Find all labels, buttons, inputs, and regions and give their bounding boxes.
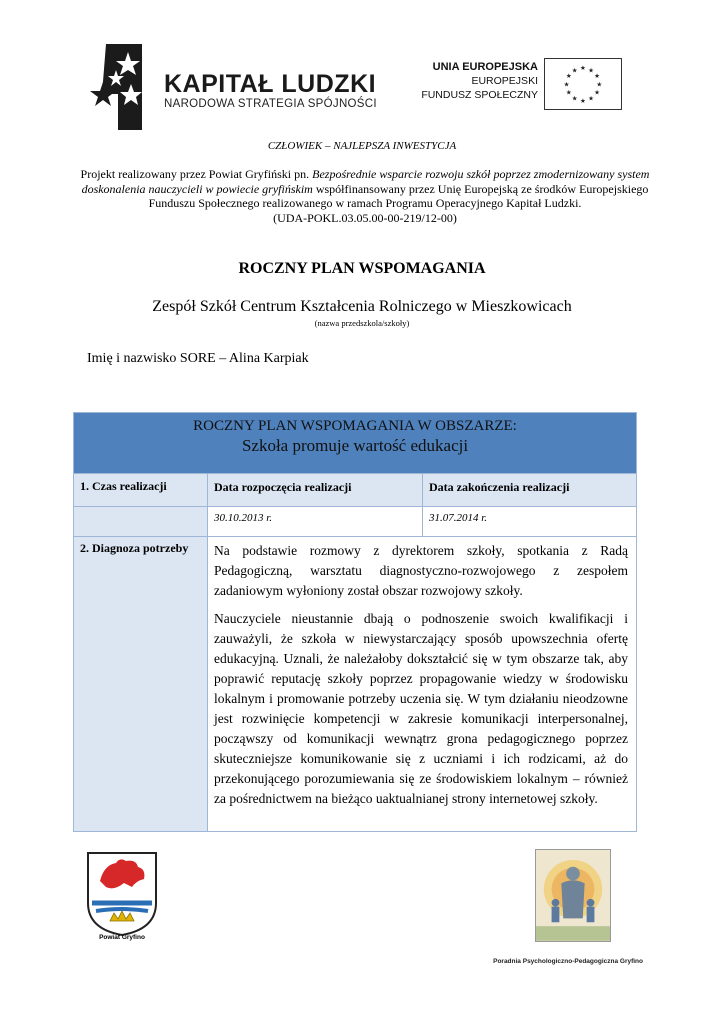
eu-flag-icon — [544, 58, 622, 110]
kapital-ludzki-subtitle: NARODOWA STRATEGIA SPÓJNOŚCI — [164, 98, 377, 110]
eu-star-icon: ★ — [579, 97, 587, 105]
eu-star-icon: ★ — [571, 67, 578, 75]
plan-header-line-2: Szkoła promuje wartość edukacji — [241, 436, 469, 455]
eu-star-icon: ★ — [594, 73, 601, 81]
diagnosis-paragraph-1: Na podstawie rozmowy z dyrektorem szkoły, spotkania z Radą Pedagogiczną, warsztatu diagnostyczno-rozwojowego z zespołem zadaniowym wyłoniony został obszar rozwojowy szkoły. — [214, 543, 628, 598]
powiat-gryfino-label: Powiat Gryfino — [99, 934, 145, 941]
project-description — [80, 167, 650, 225]
eu-star-icon: ★ — [565, 89, 572, 97]
eu-star-icon: ★ — [596, 81, 603, 89]
project-text-3: współfinansowany przez Unię Europejską ze środków Europejskiego Funduszu Społecznego realizowanego w ramach Programu Operacyjnego Kapitał Ludzki. — [148, 181, 649, 210]
eu-star-icon: ★ — [563, 81, 570, 89]
project-text-1: Projekt realizowany przez Powiat Gryfiński pn. — [80, 167, 313, 181]
project-code: (UDA-POKL.03.05.00-00-219/12-00) — [273, 210, 457, 225]
table-row — [74, 507, 636, 537]
start-date-header: Data rozpoczęcia realizacji — [208, 474, 423, 506]
plan-header-line-1: ROCZNY PLAN WSPOMAGANIA W OBSZARZE: — [193, 418, 517, 434]
page-title: ROCZNY PLAN WSPOMAGANIA — [238, 260, 486, 277]
eu-star-icon: ★ — [588, 95, 595, 103]
sore-name: Imię i nazwisko SORE – Alina Karpiak — [87, 351, 309, 366]
poradnia-label: Poradnia Psychologiczno-Pedagogiczna Gryfino — [493, 958, 643, 965]
eu-star-icon: ★ — [565, 73, 572, 81]
start-date-value: 30.10.2013 r. — [208, 507, 423, 536]
table-row — [74, 474, 636, 507]
diagnosis-text — [208, 537, 636, 831]
plan-table-header — [74, 413, 636, 474]
eu-logo — [421, 58, 624, 110]
end-date-value: 31.07.2014 r. — [429, 512, 488, 524]
eu-star-icon: ★ — [594, 89, 601, 97]
plan-table — [73, 412, 637, 832]
powiat-gryfino-crest-icon — [86, 851, 158, 937]
eu-line-1: UNIA EUROPEJSKA — [432, 61, 538, 73]
motto: CZŁOWIEK – NAJLEPSZA INWESTYCJA — [267, 140, 457, 152]
table-row — [74, 537, 636, 831]
eu-star-icon: ★ — [571, 95, 578, 103]
kapital-ludzki-emblem-icon — [88, 44, 154, 130]
eu-line-2: EUROPEJSKI — [471, 75, 538, 87]
end-date-header: Data zakończenia realizacji — [423, 474, 636, 506]
school-name: Zespół Szkół Centrum Kształcenia Rolniczego w Mieszkowicach — [152, 298, 572, 315]
row-label-empty — [74, 507, 208, 536]
row-label-time: 1. Czas realizacji — [74, 474, 208, 506]
eu-star-icon: ★ — [579, 65, 587, 73]
eu-line-3: FUNDUSZ SPOŁECZNY — [421, 89, 538, 101]
diagnosis-paragraph-2: Nauczyciele nieustannie dbają o podnoszenie swoich kwalifikacji i zauważyli, że szkoła w niewystarczający sposób upowszechnia ofertę edukacyjną. Uznali, że należałoby dokształcić się w tym obszarze tak, aby poprawić reputację szkoły poprzez propagowanie wiedzy w środowisku lokalnym i promowanie potrzeby uczenia się. W tym działaniu nieodzowne jest rozwinięcie kompetencji w zakresie komunikacji interpersonalnej, począwszy od komunikacji wewnątrz grona pedagogicznego poprzez skuteczniejsze komunikowanie się z uczniami i ich rodzicami, aż do przekonującego porozumiewania się ze środowiskiem lokalnym – również za pośrednictwem na bieżąco uaktualnianej strony internetowej szkoły. — [214, 611, 628, 806]
eu-text — [421, 60, 538, 102]
kapital-ludzki-logo — [88, 44, 377, 130]
kapital-ludzki-title: KAPITAŁ LUDZKI — [164, 70, 377, 98]
row-label-diagnosis: 2. Diagnoza potrzeby — [74, 537, 208, 831]
poradnia-emblem-icon — [535, 849, 611, 942]
eu-star-icon: ★ — [588, 67, 595, 75]
school-note: (nazwa przedszkola/szkoły) — [314, 318, 410, 328]
project-text-2: Bezpośrednie wsparcie rozwoju szkół poprzez zmodernizowany system doskonalenia nauczycieli w powiecie gryfińskim — [81, 167, 650, 196]
